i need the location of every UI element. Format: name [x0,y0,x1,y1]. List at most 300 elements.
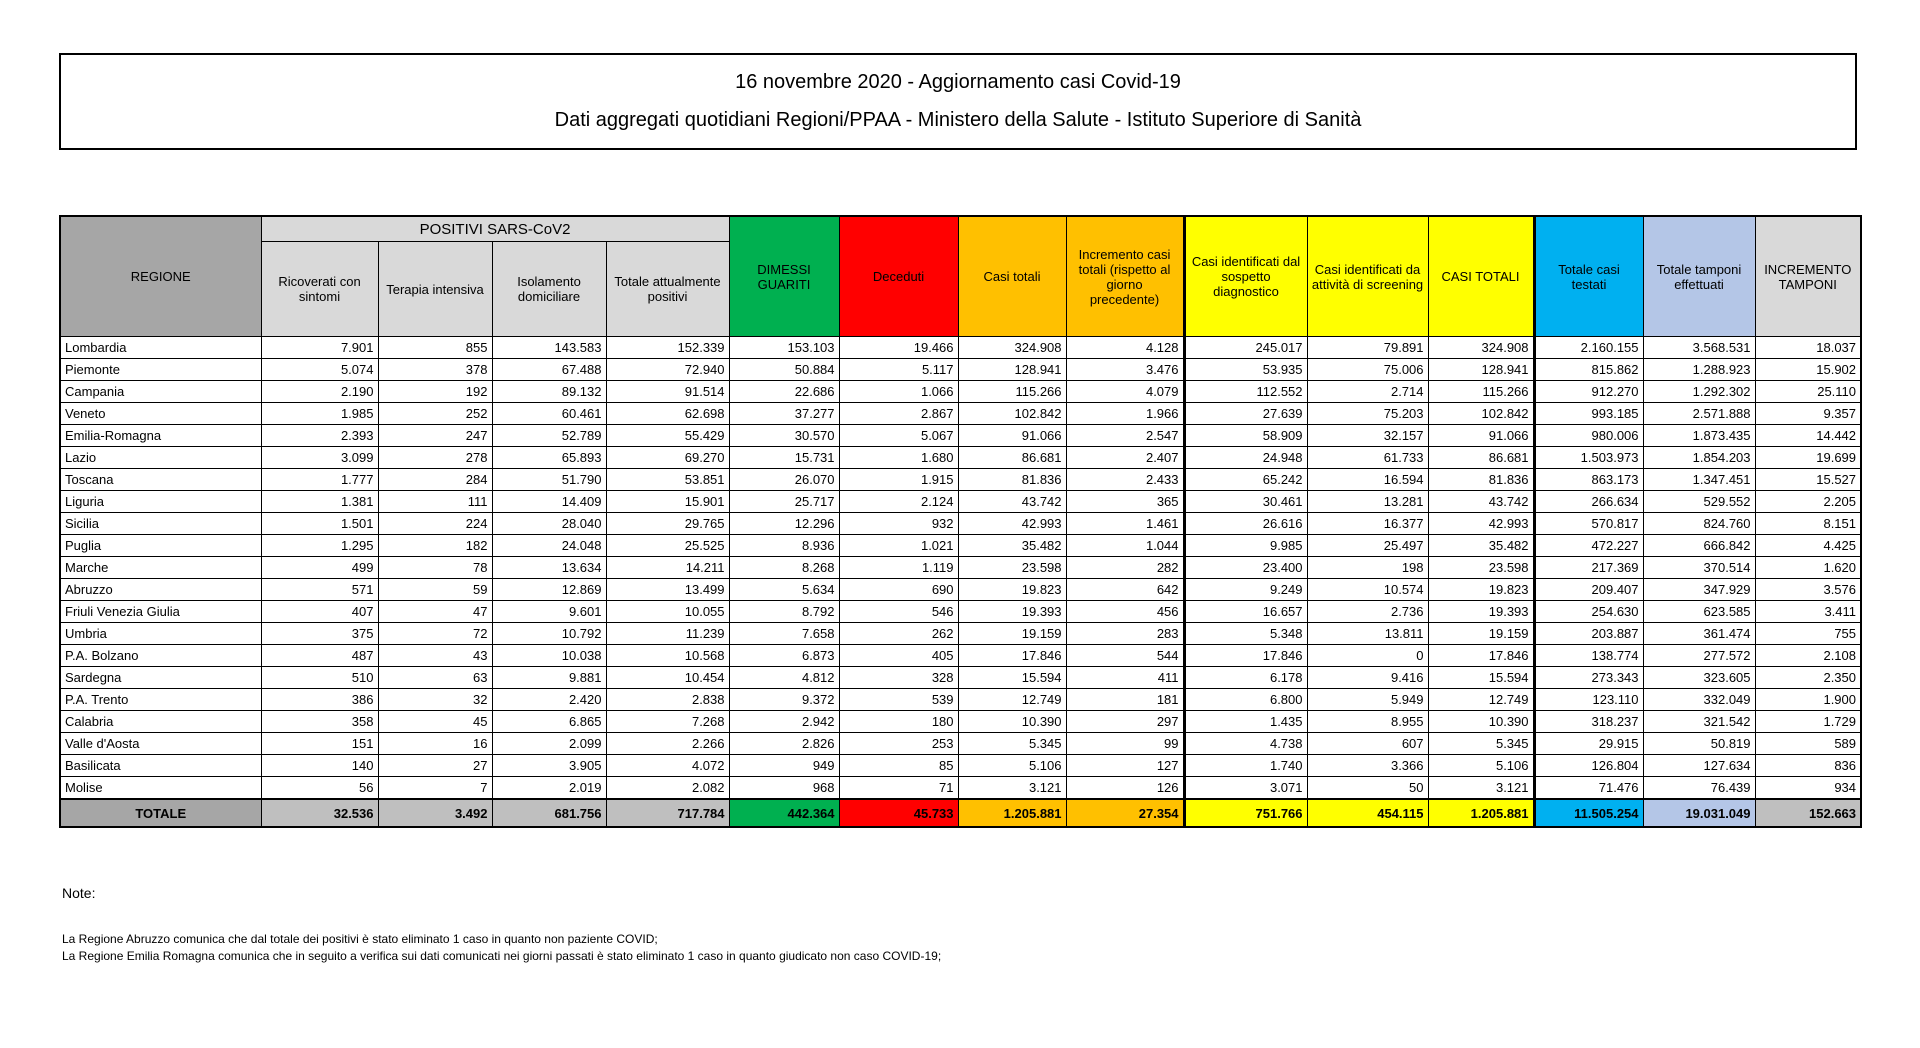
value-cell: 245.017 [1184,337,1307,359]
value-cell: 324.908 [958,337,1066,359]
value-cell: 284 [378,469,492,491]
table-row [60,623,1861,645]
totale-value-cell: 27.354 [1066,799,1184,827]
value-cell: 1.292.302 [1643,381,1755,403]
table-row [60,667,1861,689]
value-cell: 1.777 [261,469,378,491]
value-cell: 10.574 [1307,579,1428,601]
value-cell: 61.733 [1307,447,1428,469]
value-cell: 35.482 [958,535,1066,557]
value-cell: 58.909 [1184,425,1307,447]
value-cell: 35.482 [1428,535,1534,557]
value-cell: 358 [261,711,378,733]
value-cell: 6.873 [729,645,839,667]
value-cell: 63 [378,667,492,689]
value-cell: 16.657 [1184,601,1307,623]
value-cell: 37.277 [729,403,839,425]
value-cell: 2.547 [1066,425,1184,447]
value-cell: 2.266 [606,733,729,755]
value-cell: 91.514 [606,381,729,403]
table-foot [60,799,1861,827]
value-cell: 5.348 [1184,623,1307,645]
value-cell: 10.390 [958,711,1066,733]
region-name-cell: P.A. Trento [60,689,261,711]
value-cell: 217.369 [1534,557,1643,579]
value-cell: 25.717 [729,491,839,513]
header-totale-tamponi: Totale tamponi effettuati [1643,216,1755,337]
value-cell: 1.854.203 [1643,447,1755,469]
value-cell: 181 [1066,689,1184,711]
totale-value-cell: 11.505.254 [1534,799,1643,827]
value-cell: 15.527 [1755,469,1861,491]
value-cell: 8.936 [729,535,839,557]
region-name-cell: Liguria [60,491,261,513]
value-cell: 993.185 [1534,403,1643,425]
value-cell: 28.040 [492,513,606,535]
value-cell: 72.940 [606,359,729,381]
header-terapia-intensiva: Terapia intensiva [378,242,492,337]
value-cell: 115.266 [1428,381,1534,403]
table-body [60,337,1861,800]
value-cell: 273.343 [1534,667,1643,689]
region-name-cell: Sardegna [60,667,261,689]
value-cell: 0 [1307,645,1428,667]
value-cell: 182 [378,535,492,557]
table-row [60,491,1861,513]
value-cell: 27.639 [1184,403,1307,425]
value-cell: 1.900 [1755,689,1861,711]
totale-value-cell: 3.492 [378,799,492,827]
value-cell: 12.749 [958,689,1066,711]
value-cell: 9.881 [492,667,606,689]
value-cell: 1.501 [261,513,378,535]
value-cell: 14.409 [492,491,606,513]
value-cell: 13.281 [1307,491,1428,513]
note-line-abruzzo: La Regione Abruzzo comunica che dal totale dei positivi è stato eliminato 1 caso in quanto non paziente COVID; [62,932,658,946]
value-cell: 4.812 [729,667,839,689]
value-cell: 26.070 [729,469,839,491]
value-cell: 5.949 [1307,689,1428,711]
value-cell: 43 [378,645,492,667]
value-cell: 14.442 [1755,425,1861,447]
value-cell: 19.393 [1428,601,1534,623]
header-incremento-casi: Incremento casi totali (rispetto al giorno precedente) [1066,216,1184,337]
value-cell: 570.817 [1534,513,1643,535]
region-name-cell: P.A. Bolzano [60,645,261,667]
value-cell: 111 [378,491,492,513]
header-casi-totali-gialli: CASI TOTALI [1428,216,1534,337]
value-cell: 5.067 [839,425,958,447]
value-cell: 932 [839,513,958,535]
value-cell: 2.942 [729,711,839,733]
value-cell: 1.620 [1755,557,1861,579]
value-cell: 19.159 [958,623,1066,645]
table-row [60,601,1861,623]
value-cell: 283 [1066,623,1184,645]
value-cell: 18.037 [1755,337,1861,359]
value-cell: 3.121 [958,777,1066,800]
totale-value-cell: 1.205.881 [958,799,1066,827]
value-cell: 29.765 [606,513,729,535]
value-cell: 1.295 [261,535,378,557]
title-box [59,53,1857,150]
value-cell: 1.740 [1184,755,1307,777]
value-cell: 3.071 [1184,777,1307,800]
value-cell: 126.804 [1534,755,1643,777]
value-cell: 3.576 [1755,579,1861,601]
value-cell: 27 [378,755,492,777]
value-cell: 277.572 [1643,645,1755,667]
value-cell: 65.893 [492,447,606,469]
value-cell: 17.846 [1428,645,1534,667]
table-row [60,535,1861,557]
table-header [60,216,1861,337]
value-cell: 16 [378,733,492,755]
value-cell: 571 [261,579,378,601]
region-name-cell: Abruzzo [60,579,261,601]
value-cell: 3.121 [1428,777,1534,800]
note-line-emilia: La Regione Emilia Romagna comunica che in seguito a verifica sui dati comunicati nei giorni passati è stato eliminato 1 caso in quanto giudicato non caso COVID-19; [62,949,942,963]
value-cell: 1.288.923 [1643,359,1755,381]
value-cell: 4.079 [1066,381,1184,403]
totale-value-cell: 19.031.049 [1643,799,1755,827]
value-cell: 10.390 [1428,711,1534,733]
value-cell: 2.736 [1307,601,1428,623]
value-cell: 14.211 [606,557,729,579]
value-cell: 123.110 [1534,689,1643,711]
value-cell: 53.851 [606,469,729,491]
value-cell: 3.568.531 [1643,337,1755,359]
value-cell: 10.792 [492,623,606,645]
value-cell: 75.006 [1307,359,1428,381]
value-cell: 13.499 [606,579,729,601]
value-cell: 365 [1066,491,1184,513]
value-cell: 968 [729,777,839,800]
value-cell: 23.598 [1428,557,1534,579]
value-cell: 10.568 [606,645,729,667]
header-casi-totali: Casi totali [958,216,1066,337]
value-cell: 1.347.451 [1643,469,1755,491]
value-cell: 89.132 [492,381,606,403]
header-casi-sospetto-diagnostico: Casi identificati dal sospetto diagnostico [1184,216,1307,337]
value-cell: 321.542 [1643,711,1755,733]
value-cell: 51.790 [492,469,606,491]
totale-row [60,799,1861,827]
value-cell: 411 [1066,667,1184,689]
value-cell: 19.699 [1755,447,1861,469]
value-cell: 607 [1307,733,1428,755]
value-cell: 209.407 [1534,579,1643,601]
value-cell: 43.742 [1428,491,1534,513]
value-cell: 55.429 [606,425,729,447]
value-cell: 2.160.155 [1534,337,1643,359]
table-row [60,513,1861,535]
value-cell: 539 [839,689,958,711]
value-cell: 19.823 [958,579,1066,601]
table-row [60,381,1861,403]
value-cell: 7 [378,777,492,800]
value-cell: 7.901 [261,337,378,359]
value-cell: 2.019 [492,777,606,800]
table-row [60,447,1861,469]
region-name-cell: Umbria [60,623,261,645]
value-cell: 25.525 [606,535,729,557]
value-cell: 328 [839,667,958,689]
value-cell: 2.205 [1755,491,1861,513]
value-cell: 252 [378,403,492,425]
header-positivi-group: POSITIVI SARS-CoV2 [261,216,729,242]
totale-value-cell: 1.205.881 [1428,799,1534,827]
value-cell: 22.686 [729,381,839,403]
value-cell: 1.435 [1184,711,1307,733]
value-cell: 81.836 [958,469,1066,491]
value-cell: 5.117 [839,359,958,381]
value-cell: 65.242 [1184,469,1307,491]
value-cell: 152.339 [606,337,729,359]
value-cell: 15.901 [606,491,729,513]
value-cell: 1.873.435 [1643,425,1755,447]
value-cell: 50.884 [729,359,839,381]
value-cell: 324.908 [1428,337,1534,359]
value-cell: 2.420 [492,689,606,711]
value-cell: 499 [261,557,378,579]
value-cell: 1.680 [839,447,958,469]
value-cell: 642 [1066,579,1184,601]
value-cell: 949 [729,755,839,777]
value-cell: 836 [1755,755,1861,777]
totale-label-cell: TOTALE [60,799,261,827]
value-cell: 60.461 [492,403,606,425]
value-cell: 1.729 [1755,711,1861,733]
value-cell: 99 [1066,733,1184,755]
value-cell: 323.605 [1643,667,1755,689]
header-totale-casi-testati: Totale casi testati [1534,216,1643,337]
value-cell: 405 [839,645,958,667]
header-dimessi-guariti: DIMESSI GUARITI [729,216,839,337]
table-row [60,645,1861,667]
value-cell: 127.634 [1643,755,1755,777]
region-name-cell: Valle d'Aosta [60,733,261,755]
value-cell: 112.552 [1184,381,1307,403]
value-cell: 666.842 [1643,535,1755,557]
value-cell: 86.681 [1428,447,1534,469]
totale-value-cell: 152.663 [1755,799,1861,827]
value-cell: 2.393 [261,425,378,447]
value-cell: 1.461 [1066,513,1184,535]
value-cell: 2.407 [1066,447,1184,469]
notes-title: Note: [62,885,96,901]
table-row [60,579,1861,601]
value-cell: 5.106 [1428,755,1534,777]
value-cell: 8.955 [1307,711,1428,733]
value-cell: 1.915 [839,469,958,491]
region-name-cell: Molise [60,777,261,800]
value-cell: 13.634 [492,557,606,579]
value-cell: 128.941 [1428,359,1534,381]
value-cell: 26.616 [1184,513,1307,535]
value-cell: 361.474 [1643,623,1755,645]
value-cell: 4.425 [1755,535,1861,557]
value-cell: 25.110 [1755,381,1861,403]
value-cell: 623.585 [1643,601,1755,623]
notes-section [62,885,941,965]
value-cell: 15.902 [1755,359,1861,381]
value-cell: 91.066 [1428,425,1534,447]
value-cell: 19.823 [1428,579,1534,601]
value-cell: 86.681 [958,447,1066,469]
value-cell: 198 [1307,557,1428,579]
value-cell: 2.571.888 [1643,403,1755,425]
value-cell: 32 [378,689,492,711]
value-cell: 1.985 [261,403,378,425]
table-row [60,469,1861,491]
value-cell: 1.966 [1066,403,1184,425]
value-cell: 11.239 [606,623,729,645]
value-cell: 2.082 [606,777,729,800]
header-casi-screening: Casi identificati da attività di screening [1307,216,1428,337]
totale-value-cell: 45.733 [839,799,958,827]
table-row [60,733,1861,755]
value-cell: 2.124 [839,491,958,513]
value-cell: 386 [261,689,378,711]
table-row [60,425,1861,447]
value-cell: 153.103 [729,337,839,359]
table-row [60,359,1861,381]
table-row [60,711,1861,733]
value-cell: 203.887 [1534,623,1643,645]
value-cell: 3.905 [492,755,606,777]
value-cell: 9.372 [729,689,839,711]
value-cell: 5.634 [729,579,839,601]
value-cell: 589 [1755,733,1861,755]
value-cell: 318.237 [1534,711,1643,733]
region-name-cell: Lombardia [60,337,261,359]
header-deceduti: Deceduti [839,216,958,337]
value-cell: 140 [261,755,378,777]
header-ricoverati: Ricoverati con sintomi [261,242,378,337]
value-cell: 42.993 [1428,513,1534,535]
value-cell: 16.377 [1307,513,1428,535]
report-date-title: 16 novembre 2020 - Aggiornamento casi Covid-19 [735,70,1181,93]
value-cell: 53.935 [1184,359,1307,381]
value-cell: 2.099 [492,733,606,755]
value-cell: 253 [839,733,958,755]
value-cell: 456 [1066,601,1184,623]
value-cell: 78 [378,557,492,579]
value-cell: 19.466 [839,337,958,359]
value-cell: 6.178 [1184,667,1307,689]
value-cell: 192 [378,381,492,403]
region-name-cell: Friuli Venezia Giulia [60,601,261,623]
value-cell: 16.594 [1307,469,1428,491]
value-cell: 24.948 [1184,447,1307,469]
totale-value-cell: 442.364 [729,799,839,827]
value-cell: 79.891 [1307,337,1428,359]
region-name-cell: Calabria [60,711,261,733]
table-row [60,337,1861,359]
value-cell: 50.819 [1643,733,1755,755]
value-cell: 224 [378,513,492,535]
value-cell: 24.048 [492,535,606,557]
value-cell: 52.789 [492,425,606,447]
value-cell: 10.038 [492,645,606,667]
header-regione: REGIONE [60,216,261,337]
value-cell: 151 [261,733,378,755]
value-cell: 6.865 [492,711,606,733]
value-cell: 13.811 [1307,623,1428,645]
value-cell: 8.151 [1755,513,1861,535]
value-cell: 19.159 [1428,623,1534,645]
value-cell: 370.514 [1643,557,1755,579]
value-cell: 45 [378,711,492,733]
value-cell: 56 [261,777,378,800]
header-isolamento: Isolamento domiciliare [492,242,606,337]
value-cell: 85 [839,755,958,777]
value-cell: 143.583 [492,337,606,359]
value-cell: 4.738 [1184,733,1307,755]
value-cell: 980.006 [1534,425,1643,447]
value-cell: 5.074 [261,359,378,381]
value-cell: 378 [378,359,492,381]
value-cell: 9.601 [492,601,606,623]
value-cell: 10.055 [606,601,729,623]
value-cell: 934 [1755,777,1861,800]
value-cell: 12.749 [1428,689,1534,711]
value-cell: 50 [1307,777,1428,800]
value-cell: 15.731 [729,447,839,469]
value-cell: 278 [378,447,492,469]
totale-value-cell: 751.766 [1184,799,1307,827]
value-cell: 254.630 [1534,601,1643,623]
value-cell: 69.270 [606,447,729,469]
value-cell: 9.985 [1184,535,1307,557]
value-cell: 62.698 [606,403,729,425]
value-cell: 2.867 [839,403,958,425]
totale-value-cell: 717.784 [606,799,729,827]
value-cell: 375 [261,623,378,645]
value-cell: 7.268 [606,711,729,733]
value-cell: 15.594 [958,667,1066,689]
header-incremento-tamponi: INCREMENTO TAMPONI [1755,216,1861,337]
value-cell: 2.714 [1307,381,1428,403]
value-cell: 23.598 [958,557,1066,579]
value-cell: 8.792 [729,601,839,623]
value-cell: 332.049 [1643,689,1755,711]
value-cell: 4.128 [1066,337,1184,359]
region-name-cell: Toscana [60,469,261,491]
totale-value-cell: 681.756 [492,799,606,827]
value-cell: 510 [261,667,378,689]
value-cell: 2.108 [1755,645,1861,667]
value-cell: 2.433 [1066,469,1184,491]
region-name-cell: Emilia-Romagna [60,425,261,447]
value-cell: 115.266 [958,381,1066,403]
value-cell: 5.345 [958,733,1066,755]
value-cell: 102.842 [958,403,1066,425]
value-cell: 690 [839,579,958,601]
value-cell: 3.476 [1066,359,1184,381]
value-cell: 755 [1755,623,1861,645]
region-name-cell: Sicilia [60,513,261,535]
region-name-cell: Veneto [60,403,261,425]
value-cell: 5.106 [958,755,1066,777]
value-cell: 127 [1066,755,1184,777]
value-cell: 67.488 [492,359,606,381]
value-cell: 815.862 [1534,359,1643,381]
value-cell: 15.594 [1428,667,1534,689]
value-cell: 266.634 [1534,491,1643,513]
value-cell: 546 [839,601,958,623]
